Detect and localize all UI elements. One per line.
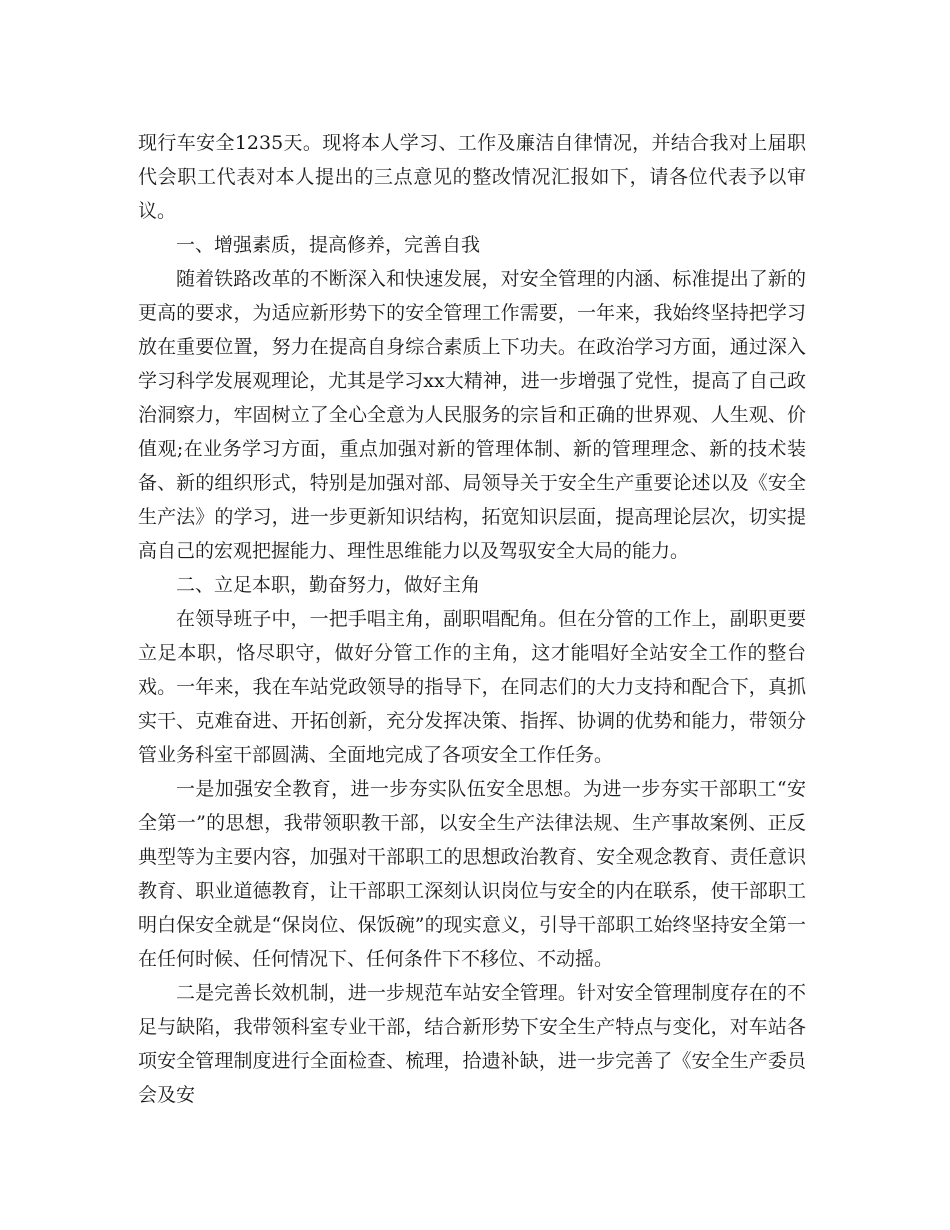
paragraph-mechanism: 二是完善长效机制，进一步规范车站安全管理。针对安全管理制度存在的不足与缺陷，我带领科室专业干部，结合新形势下安全生产特点与变化，对车站各项安全管理制度进行全面检查、梳理，拾遗补缺，进一步完善了《安全生产委员会及安: [138, 982, 806, 1106]
paragraph-safety-education: 一是加强安全教育，进一步夯实队伍安全思想。为进一步夯实干部职工“安全第一”的思想，我带领职教干部，以安全生产法律法规、生产事故案例、正反典型等为主要内容，加强对干部职工的思想政治教育、安全观念教育、责任意识教育、职业道德教育，让干部职工深刻认识岗位与安全的内在联系，使干部职工明白保安全就是“保岗位、保饭碗”的现实意义，引导干部职工始终坚持安全第一在任何时候、任何情况下、任何条件下不移位、不动摇。: [138, 778, 806, 970]
paragraph-leadership: 在领导班子中，一把手唱主角，副职唱配角。但在分管的工作上，副职更要立足本职，恪尽职守，做好分管工作的主角，这才能唱好全站安全工作的整台戏。一年来，我在车站党政领导的指导下，在同志们的大力支持和配合下，真抓实干、克难奋进、开拓创新，充分发挥决策、指挥、协调的优势和能力，带领分管业务科室干部圆满、全面地完成了各项安全工作任务。: [138, 608, 806, 766]
paragraph-study: 随着铁路改革的不断深入和快速发展，对安全管理的内涵、标准提出了新的更高的要求，为适应新形势下的安全管理工作需要，一年来，我始终坚持把学习放在重要位置，努力在提高自身综合素质上下功夫。在政治学习方面，通过深入学习科学发展观理论，尤其是学习xx大精神，进一步增强了党性，提高了自己政治洞察力，牢固树立了全心全意为人民服务的宗旨和正确的世界观、人生观、价值观;在业务学习方面，重点加强对新的管理体制、新的管理理念、新的技术装备、新的组织形式，特别是加强对部、局领导关于安全生产重要论述以及《安全生产法》的学习，进一步更新知识结构，拓宽知识层面，提高理论层次，切实提高自己的宏观把握能力、理性思维能力以及驾驭安全大局的能力。: [138, 268, 806, 562]
section-heading-1: 一、增强素质，提高修养，完善自我: [176, 234, 481, 256]
document-body: [138, 126, 806, 1112]
paragraph-intro: 现行车安全1235天。现将本人学习、工作及廉洁自律情况，并结合我对上届职代会职工代表对本人提出的三点意见的整改情况汇报如下，请各位代表予以审议。: [138, 132, 806, 222]
section-heading-2: 二、立足本职，勤奋努力，做好主角: [176, 574, 481, 596]
